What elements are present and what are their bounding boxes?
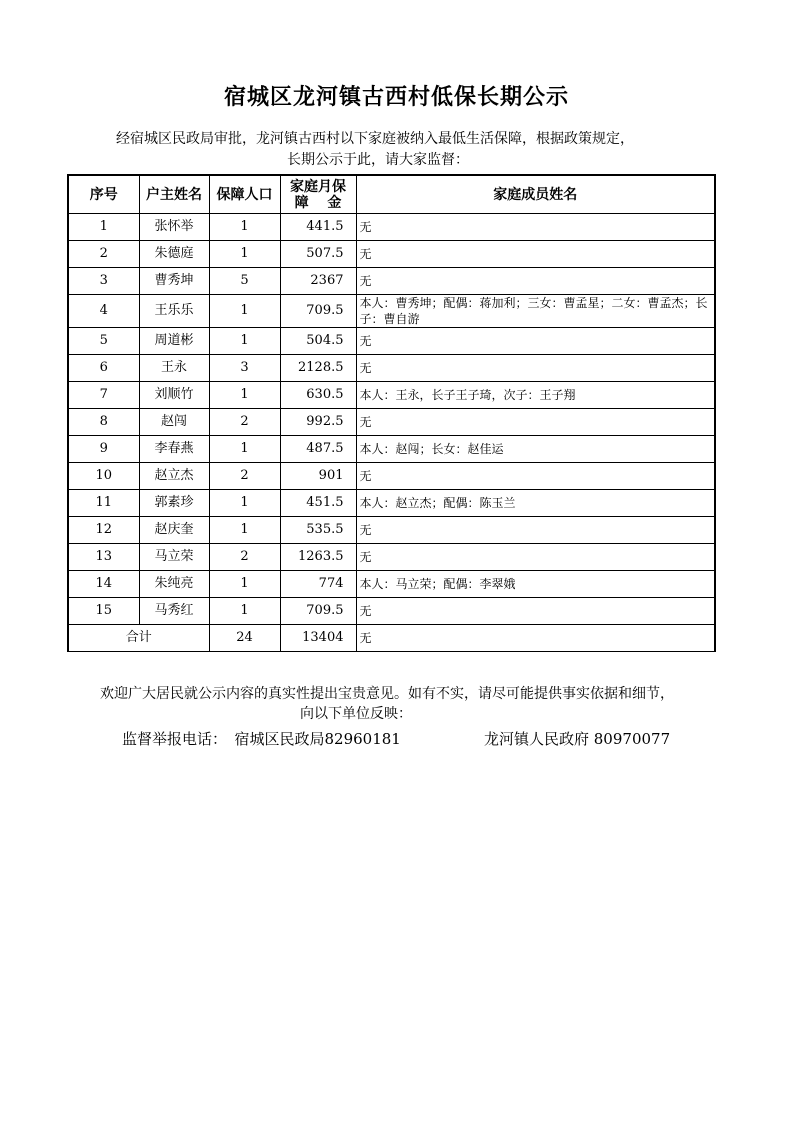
table-row bbox=[68, 544, 715, 571]
footer-line-1: 欢迎广大居民就公示内容的真实性提出宝贵意见。如有不实，请尽可能提供事实依据和细节， bbox=[100, 686, 674, 702]
row-no: 6 bbox=[68, 355, 139, 382]
row-no: 7 bbox=[68, 382, 139, 409]
table-row bbox=[68, 214, 715, 241]
row-no: 8 bbox=[68, 409, 139, 436]
row-members: 本人：赵立杰；配偶：陈玉兰 bbox=[356, 490, 715, 517]
table-row bbox=[68, 517, 715, 544]
row-members: 无 bbox=[356, 409, 715, 436]
row-members: 无 bbox=[356, 598, 715, 625]
row-count: 3 bbox=[209, 355, 280, 382]
row-amount: 1263.5 bbox=[280, 544, 356, 571]
row-count: 2 bbox=[209, 409, 280, 436]
table-row bbox=[68, 409, 715, 436]
row-members: 无 bbox=[356, 214, 715, 241]
table-row bbox=[68, 436, 715, 463]
row-no: 11 bbox=[68, 490, 139, 517]
row-count: 2 bbox=[209, 463, 280, 490]
table-row bbox=[68, 463, 715, 490]
row-count: 1 bbox=[209, 328, 280, 355]
table-total-row bbox=[68, 625, 715, 652]
total-count: 24 bbox=[209, 625, 280, 652]
row-amount: 774 bbox=[280, 571, 356, 598]
row-count: 1 bbox=[209, 598, 280, 625]
row-count: 1 bbox=[209, 436, 280, 463]
row-count: 5 bbox=[209, 268, 280, 295]
row-amount: 2128.5 bbox=[280, 355, 356, 382]
header-amount-line-2: 障 金 bbox=[294, 194, 342, 211]
hotline-town-government: 龙河镇人民政府 80970077 bbox=[484, 730, 671, 748]
row-head-name: 马立荣 bbox=[139, 544, 209, 571]
row-no: 9 bbox=[68, 436, 139, 463]
row-members: 无 bbox=[356, 544, 715, 571]
total-members: 无 bbox=[356, 625, 715, 652]
row-head-name: 王永 bbox=[139, 355, 209, 382]
row-head-name: 王乐乐 bbox=[139, 295, 209, 328]
page-title: 宿城区龙河镇古西村低保长期公示 bbox=[223, 84, 569, 110]
row-no: 5 bbox=[68, 328, 139, 355]
row-head-name: 周道彬 bbox=[139, 328, 209, 355]
row-amount: 901 bbox=[280, 463, 356, 490]
table-row bbox=[68, 328, 715, 355]
row-count: 2 bbox=[209, 544, 280, 571]
header-head-name: 户主姓名 bbox=[139, 175, 209, 214]
intro-line-2: 长期公示于此，请大家监督： bbox=[287, 152, 469, 168]
row-head-name: 张怀举 bbox=[139, 214, 209, 241]
table-row bbox=[68, 490, 715, 517]
row-no: 2 bbox=[68, 241, 139, 268]
row-count: 1 bbox=[209, 382, 280, 409]
row-head-name: 马秀红 bbox=[139, 598, 209, 625]
row-no: 1 bbox=[68, 214, 139, 241]
row-amount: 709.5 bbox=[280, 598, 356, 625]
row-count: 1 bbox=[209, 214, 280, 241]
row-head-name: 李春燕 bbox=[139, 436, 209, 463]
table-row bbox=[68, 598, 715, 625]
row-amount: 507.5 bbox=[280, 241, 356, 268]
footer-line-2: 向以下单位反映： bbox=[300, 706, 412, 722]
row-members: 无 bbox=[356, 463, 715, 490]
header-covered-count: 保障人口 bbox=[209, 175, 280, 214]
row-head-name: 曹秀坤 bbox=[139, 268, 209, 295]
row-members: 无 bbox=[356, 241, 715, 268]
row-members: 无 bbox=[356, 355, 715, 382]
row-amount: 441.5 bbox=[280, 214, 356, 241]
row-amount: 487.5 bbox=[280, 436, 356, 463]
header-no: 序号 bbox=[68, 175, 139, 214]
table-row bbox=[68, 571, 715, 598]
intro-line-1: 经宿城区民政局审批，龙河镇古西村以下家庭被纳入最低生活保障，根据政策规定， bbox=[116, 131, 634, 147]
row-no: 12 bbox=[68, 517, 139, 544]
row-head-name: 赵庆奎 bbox=[139, 517, 209, 544]
row-head-name: 朱纯亮 bbox=[139, 571, 209, 598]
header-family-members: 家庭成员姓名 bbox=[356, 175, 715, 214]
row-members: 本人：赵闯；长女：赵佳运 bbox=[356, 436, 715, 463]
row-no: 15 bbox=[68, 598, 139, 625]
row-amount: 2367 bbox=[280, 268, 356, 295]
hotline-civil-affairs: 监督举报电话： 宿城区民政局82960181 bbox=[122, 730, 401, 748]
row-head-name: 赵闯 bbox=[139, 409, 209, 436]
row-no: 10 bbox=[68, 463, 139, 490]
row-amount: 630.5 bbox=[280, 382, 356, 409]
row-count: 1 bbox=[209, 295, 280, 328]
row-amount: 992.5 bbox=[280, 409, 356, 436]
row-head-name: 刘顺竹 bbox=[139, 382, 209, 409]
row-members: 本人：曹秀坤；配偶：蒋加利；三女：曹孟星；二女：曹孟杰；长子：曹自游 bbox=[356, 295, 715, 328]
header-amount-line-1: 家庭月保 bbox=[290, 178, 346, 195]
total-amount: 13404 bbox=[280, 625, 356, 652]
row-no: 4 bbox=[68, 295, 139, 328]
row-amount: 709.5 bbox=[280, 295, 356, 328]
table-row bbox=[68, 382, 715, 409]
row-members: 本人：马立荣；配偶：李翠娥 bbox=[356, 571, 715, 598]
table-row bbox=[68, 241, 715, 268]
table-header-row bbox=[68, 175, 715, 214]
row-head-name: 郭素珍 bbox=[139, 490, 209, 517]
table-row bbox=[68, 355, 715, 382]
row-count: 1 bbox=[209, 571, 280, 598]
row-head-name: 赵立杰 bbox=[139, 463, 209, 490]
row-count: 1 bbox=[209, 517, 280, 544]
row-no: 14 bbox=[68, 571, 139, 598]
row-amount: 504.5 bbox=[280, 328, 356, 355]
row-count: 1 bbox=[209, 241, 280, 268]
table-row bbox=[68, 295, 715, 328]
row-count: 1 bbox=[209, 490, 280, 517]
row-amount: 451.5 bbox=[280, 490, 356, 517]
header-monthly-amount bbox=[280, 175, 356, 214]
welfare-roster-table bbox=[67, 174, 716, 652]
table-row bbox=[68, 268, 715, 295]
row-no: 13 bbox=[68, 544, 139, 571]
row-members: 本人：王永，长子王子琦，次子：王子翔 bbox=[356, 382, 715, 409]
row-amount: 535.5 bbox=[280, 517, 356, 544]
row-head-name: 朱德庭 bbox=[139, 241, 209, 268]
row-no: 3 bbox=[68, 268, 139, 295]
row-members: 无 bbox=[356, 517, 715, 544]
row-members: 无 bbox=[356, 268, 715, 295]
total-label: 合计 bbox=[68, 625, 209, 652]
row-members: 无 bbox=[356, 328, 715, 355]
